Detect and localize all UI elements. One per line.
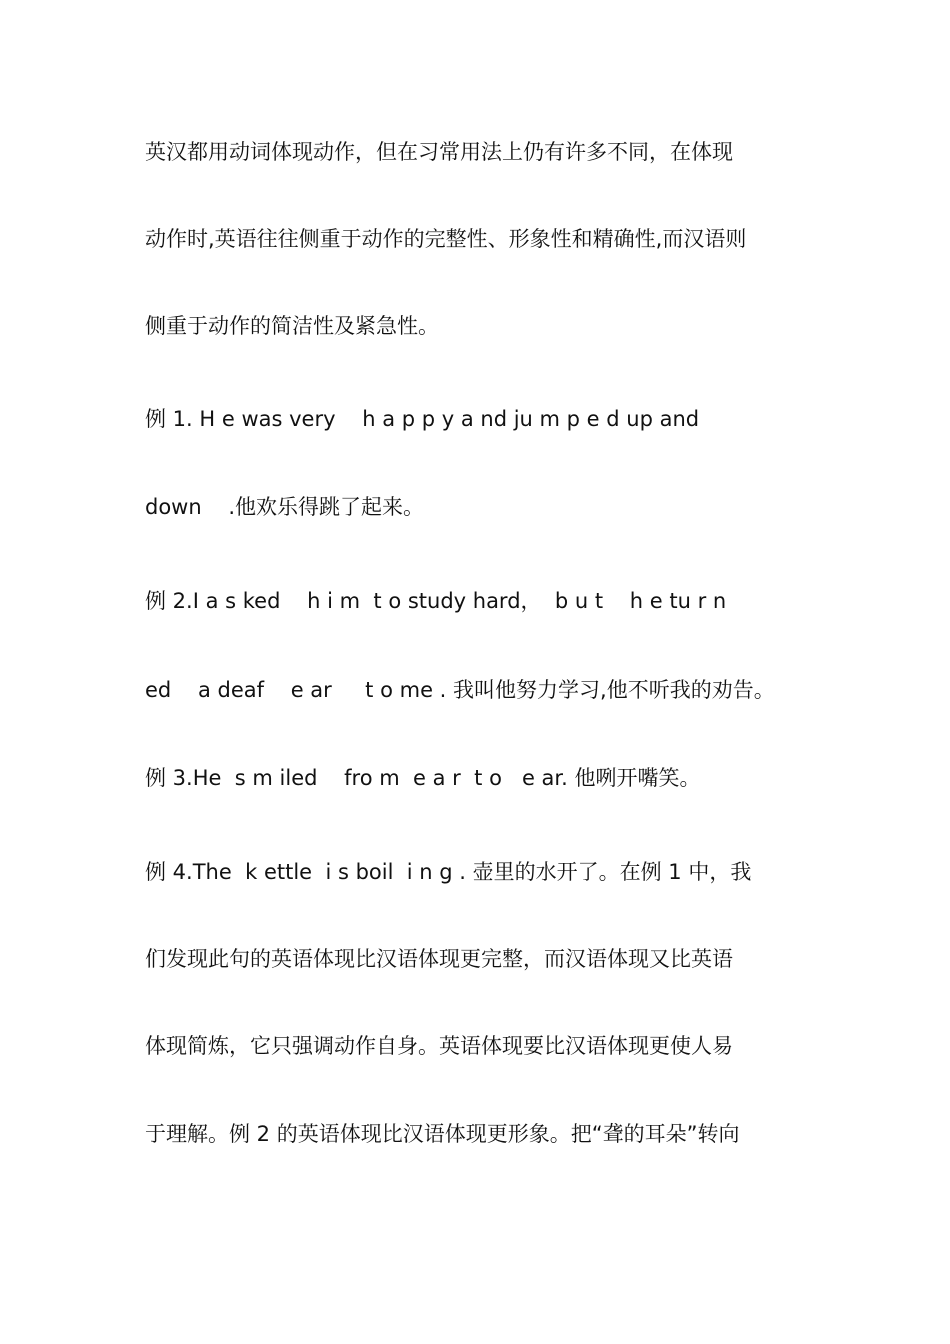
text-line-11: 体现简炼，它只强调动作自身。英语体现要比汉语体现更使人易: [145, 1034, 733, 1058]
text-line-2: 动作时,英语往往侧重于动作的完整性、形象性和精确性,而汉语则: [145, 227, 747, 251]
example-3-line: 例 3.He s m iled fro m e a r t o e ar. 他咧开嘴笑。: [145, 766, 701, 790]
example-4-line: 例 4.The k ettle i s boil i n g . 壶里的水开了。在例 1 中，我: [145, 860, 752, 884]
text-line-1: 英汉都用动词体现动作，但在习常用法上仍有许多不同，在体现: [145, 140, 733, 164]
text-line-12: 于理解。例 2 的英语体现比汉语体现更形象。把“聋的耳朵”转向: [145, 1122, 740, 1146]
example-1-line-1: 例 1. H e was very h a p p y a nd ju m p e d up and: [145, 407, 700, 431]
text-line-3: 侧重于动作的简洁性及紧急性。: [145, 314, 439, 338]
text-line-10: 们发现此句的英语体现比汉语体现更完整，而汉语体现又比英语: [145, 947, 733, 971]
example-2-line-1: 例 2.I a s ked h i m t o study hard， b u t h e tu r n: [145, 589, 727, 613]
example-1-line-2: down .他欢乐得跳了起来。: [145, 495, 425, 519]
example-2-line-2: ed a deaf e ar t o me . 我叫他努力学习,他不听我的劝告。: [145, 678, 775, 702]
